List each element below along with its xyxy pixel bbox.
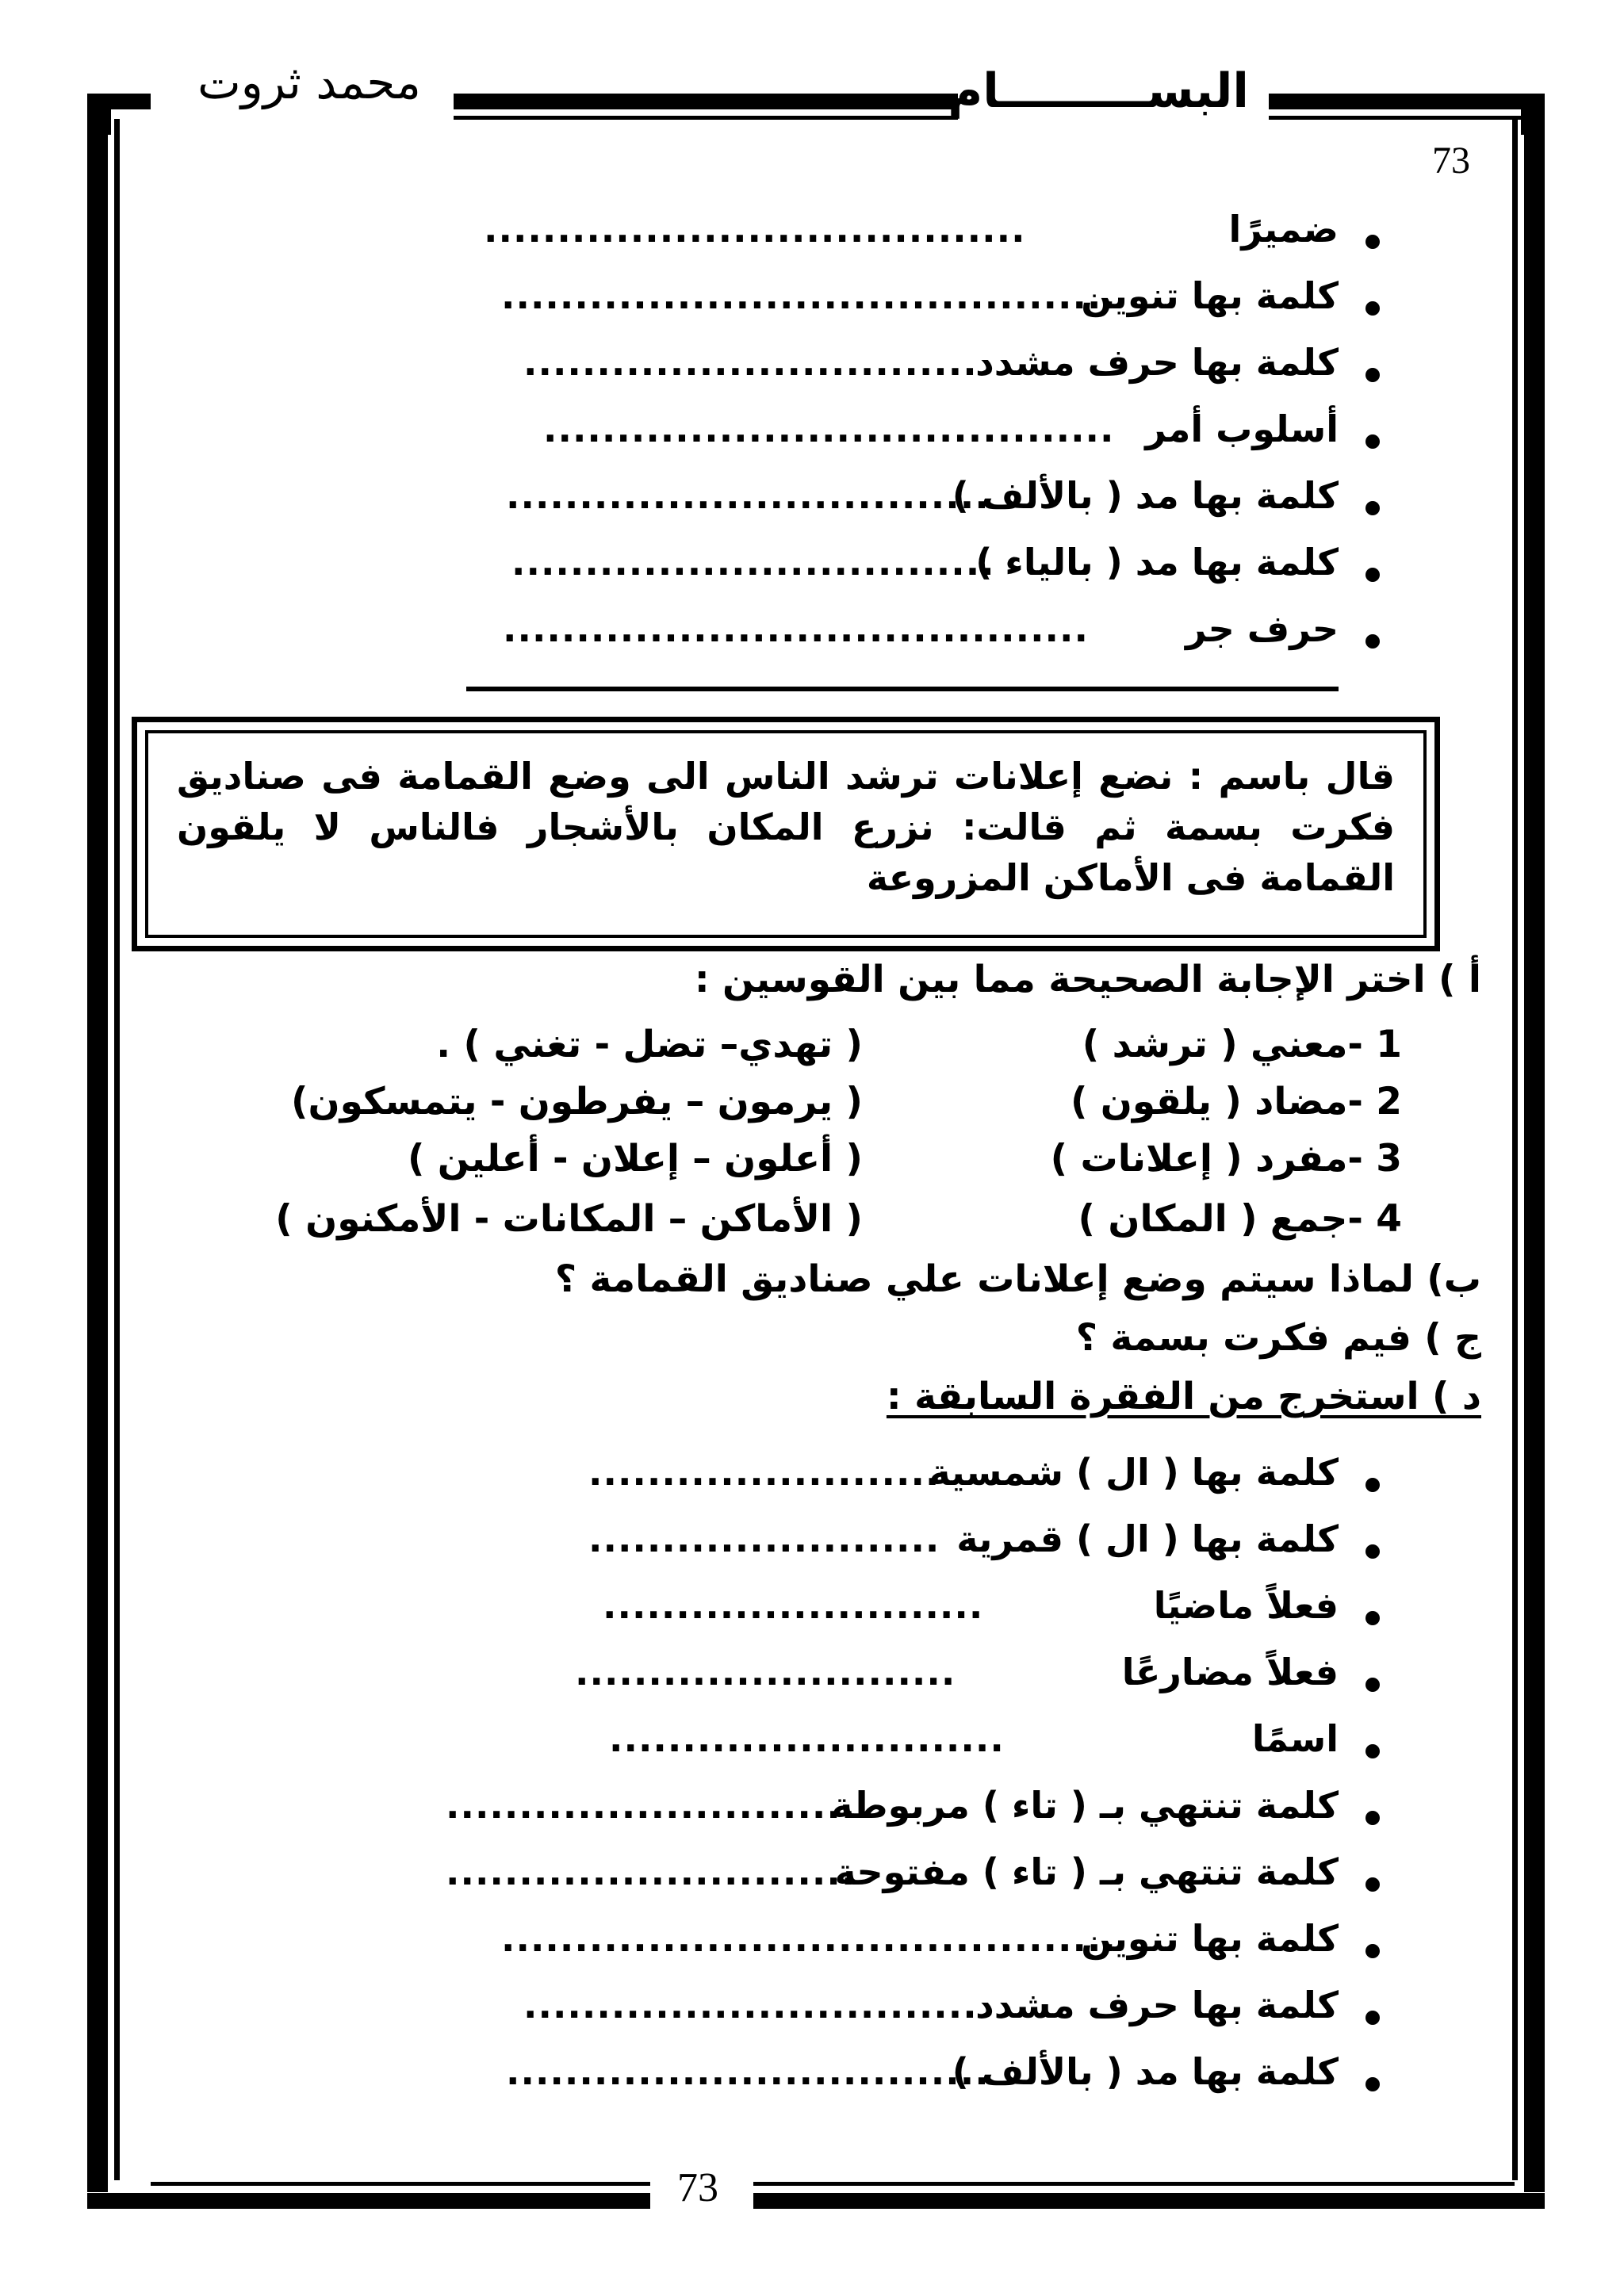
answer-blank[interactable]: ....................................... [543,408,1115,450]
list-item [0,341,1624,409]
question-a-title: أ ) اختر الإجابة الصحيحة مما بين القوسين : [694,958,1481,1001]
question-c: ج ) فيم فكرت بسمة ؟ [1075,1316,1481,1360]
list-item [0,408,1624,476]
bullet-icon [1365,1744,1380,1758]
choice-prompt-2: 2 -مضاد ( يلقون ) [1070,1080,1402,1123]
choice-options-1[interactable]: ( تهدي– تضل - تغني ) . [436,1023,863,1066]
list-item-label: كلمة بها حرف مشدد [975,341,1339,384]
page-number-bottom: 73 [677,2165,718,2210]
bullet-icon [1365,2077,1380,2091]
list-item-label: فعلاً ماضيًا [1153,1584,1339,1627]
bullet-icon [1365,1944,1380,1958]
bullet-icon [1365,368,1380,382]
choice-options-3[interactable]: ( أعلون – إعلان - أعلين ) [407,1137,863,1181]
answer-blank[interactable]: .......................... [575,1651,956,1693]
answer-blank[interactable]: ................................. [506,474,990,517]
list-item [0,1850,1624,1919]
bullet-icon [1365,1544,1380,1559]
header-rule-left [454,94,958,109]
list-item-label: فعلاً مضارعًا [1121,1651,1339,1693]
list-item-label: كلمة بها مد ( بالألف ) [952,2050,1339,2093]
answer-blank[interactable]: ........................ [588,1451,940,1494]
answer-blank[interactable]: ........................... [609,1717,1005,1760]
answer-blank[interactable]: .......................................... [501,274,1116,317]
bullet-icon [1365,501,1380,515]
list-item [0,1584,1624,1652]
list-item [0,1717,1624,1785]
list-item [0,1651,1624,1719]
list-item-label: كلمة تنتهي بـ ( تاء ) مربوطة [831,1784,1339,1827]
header-rule-corner [87,94,151,109]
choice-options-2[interactable]: ( يرمون – يفرطون - يتمسكون) [291,1080,863,1123]
page-number-top: 73 [1432,140,1470,182]
footer-rule-right-thin [753,2182,1515,2186]
list-item-label: كلمة بها ( ال ) شمسية [929,1451,1339,1494]
answer-blank[interactable]: ................................. [511,541,995,584]
footer-rule-right [753,2193,1545,2209]
bullet-icon [1365,2011,1380,2025]
list-item-label: كلمة بها مد ( بالياء ) [975,541,1339,584]
bullet-icon [1365,1478,1380,1492]
answer-blank[interactable]: ........................................ [503,607,1089,650]
choice-options-4[interactable]: ( الأماكن – المكانات - الأمكنون ) [275,1197,863,1241]
bullet-icon [1365,1877,1380,1892]
choice-prompt-1: 1 -معني ( ترشد ) [1082,1023,1402,1066]
list-item-label: كلمة تنتهي بـ ( تاء ) مفتوحة [834,1850,1339,1893]
list-item [0,541,1624,609]
reading-passage-text: قال باسم : نضع إعلانات ترشد الناس الى وضع القمامة فى صناديق فكرت بسمة ثم قالت: نزرع المكان بالأشجار فالناس لا يلقون القمامة فى الأماكن المزروعة [145,730,1427,938]
answer-blank[interactable]: .......................................... [501,1917,1116,1960]
answer-blank[interactable]: ............................ [446,1850,856,1893]
answer-blank[interactable]: .......................... [603,1584,984,1627]
answer-blank[interactable]: ............................... [523,1984,978,2026]
list-item [0,1917,1624,1985]
list-item-label: اسمًا [1251,1717,1339,1760]
header-rule-right [1269,94,1545,109]
list-item [0,2050,1624,2118]
list-item [0,274,1624,342]
list-item-label: كلمة بها مد ( بالألف ) [952,474,1339,517]
list-item-label: حرف جر [1185,607,1339,650]
question-b: ب) لماذا سيتم وضع إعلانات علي صناديق القمامة ؟ [554,1257,1481,1301]
list-item [0,1517,1624,1586]
list-item-label: كلمة بها ( ال ) قمرية [956,1517,1339,1560]
bullet-icon [1365,1611,1380,1625]
list-item [0,208,1624,276]
choice-prompt-3: 3 -مفرد ( إعلانات ) [1050,1137,1402,1181]
bullet-icon [1365,1678,1380,1692]
bullet-icon [1365,568,1380,582]
footer-rule-left-thin [151,2182,650,2186]
answer-blank[interactable]: ............................ [446,1784,856,1827]
bullet-icon [1365,1811,1380,1825]
author-name: محمد ثروت [197,55,421,109]
list-item [0,1784,1624,1852]
footer-rule-corner [87,2193,151,2209]
section-divider [466,687,1339,691]
list-item-label: كلمة بها حرف مشدد [975,1984,1339,2026]
answer-blank[interactable]: ............................... [523,341,978,384]
list-item-label: ضميرًا [1228,208,1339,251]
bullet-icon [1365,434,1380,449]
choice-prompt-4: 4 -جمع ( المكان ) [1078,1197,1402,1241]
bullet-icon [1365,301,1380,316]
bullet-icon [1365,634,1380,649]
reading-passage-box [132,717,1440,951]
page-title: البســـــــــام [948,63,1249,119]
list-item-label: أسلوب أمر [1145,408,1339,450]
footer-rule-left [151,2193,650,2209]
answer-blank[interactable]: ..................................... [484,208,1026,251]
list-item [0,607,1624,675]
list-item [0,474,1624,542]
answer-blank[interactable]: ................................. [506,2050,990,2093]
header-rule-left-thin [454,116,958,120]
question-d-title: د ) استخرج من الفقرة السابقة : [886,1375,1481,1418]
list-item-label: كلمة بها تنوين [1081,1917,1339,1960]
list-item [0,1984,1624,2052]
answer-blank[interactable]: ........................ [588,1517,940,1560]
list-item-label: كلمة بها تنوين [1081,274,1339,317]
header-rule-right-thin [1269,116,1522,120]
list-item [0,1451,1624,1519]
bullet-icon [1365,235,1380,249]
